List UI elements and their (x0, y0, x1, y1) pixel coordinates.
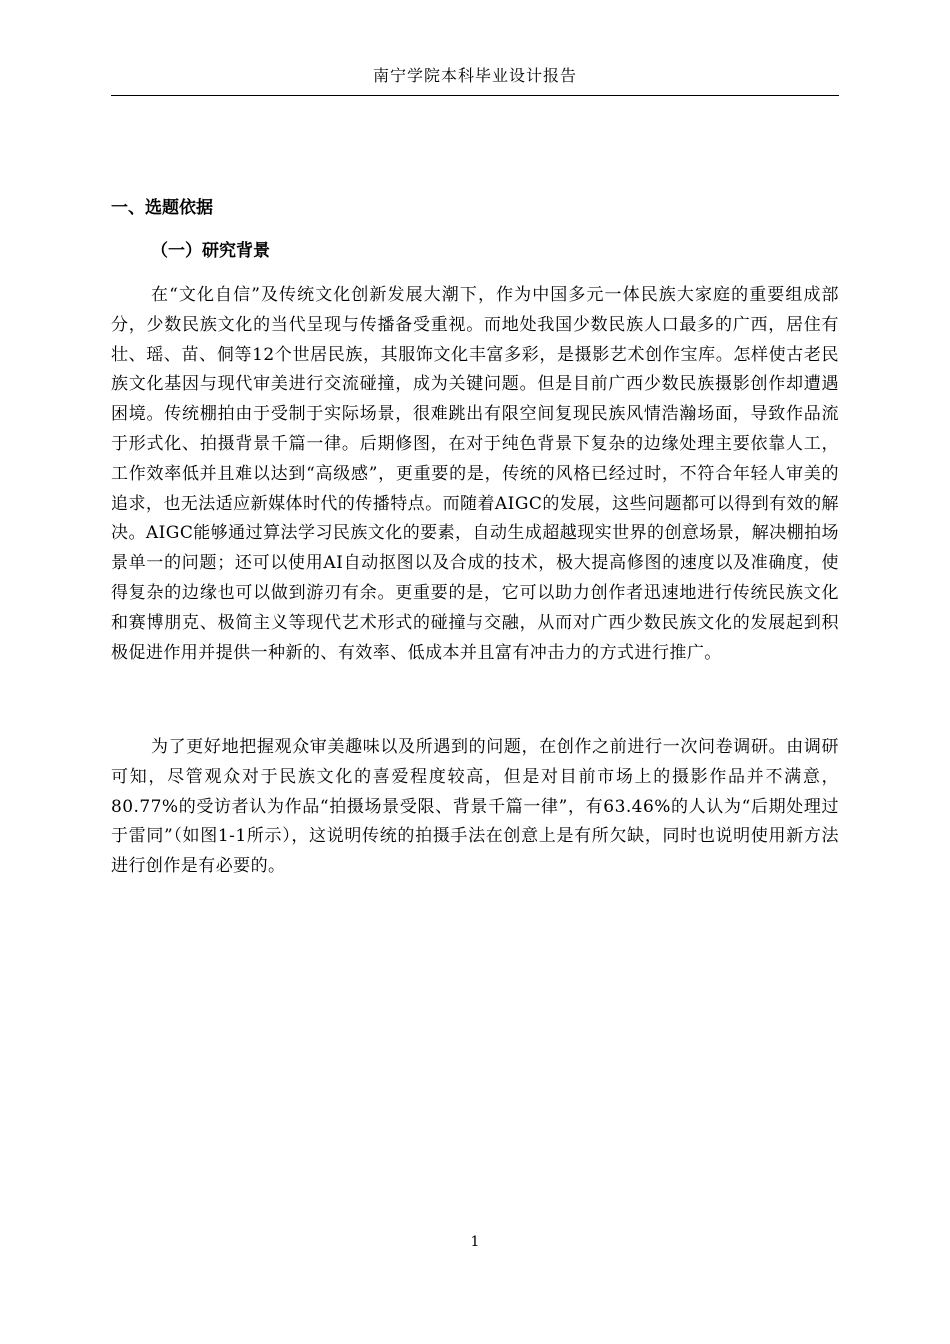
section-heading: 一、选题依据 (111, 198, 213, 218)
page-number: 1 (470, 1234, 480, 1250)
header-divider (111, 95, 839, 96)
body-paragraph: 为了更好地把握观众审美趣味以及所遇到的问题，在创作之前进行一次问卷调研。由调研可知，尽管观众对于民族文化的喜爱程度较高，但是对目前市场上的摄影作品并不满意，80.77%的受访者认为作品“拍摄场景受限、背景千篇一律”，有63.46%的人认为“后期处理过于雷同”（如图1-1所示），这说明传统的拍摄手法在创意上是有所欠缺，同时也说明使用新方法进行创作是有必要的。 (111, 737, 839, 877)
page-header-title: 南宁学院本科毕业设计报告 (372, 66, 577, 85)
subsection-heading: （一）研究背景 (151, 241, 270, 261)
body-paragraph: 在“文化自信”及传统文化创新发展大潮下，作为中国多元一体民族大家庭的重要组成部分，少数民族文化的当代呈现与传播备受重视。而地处我国少数民族人口最多的广西，居住有壮、瑶、苗、侗等12个世居民族，其服饰文化丰富多彩，是摄影艺术创作宝库。怎样使古老民族文化基因与现代审美进行交流碰撞，成为关键问题。但是目前广西少数民族摄影创作却遭遇困境。传统棚拍由于受制于实际场景，很难跳出有限空间复现民族风情浩瀚场面，导致作品流于形式化、拍摄背景千篇一律。后期修图，在对于纯色背景下复杂的边缘处理主要依靠人工，工作效率低并且难以达到“高级感”，更重要的是，传统的风格已经过时，不符合年轻人审美的追求，也无法适应新媒体时代的传播特点。而随着AIGC的发展，这些问题都可以得到有效的解决。AIGC能够通过算法学习民族文化的要素，自动生成超越现实世界的创意场景，解决棚拍场景单一的问题；还可以使用AI自动抠图以及合成的技术，极大提高修图的速度以及准确度，使得复杂的边缘也可以做到游刃有余。更重要的是，它可以助力创作者迅速地进行传统民族文化和赛博朋克、极简主义等现代艺术形式的碰撞与交融，从而对广西少数民族文化的发展起到积极促进作用并提供一种新的、有效率、低成本并且富有冲击力的方式进行推广。 (111, 285, 839, 663)
